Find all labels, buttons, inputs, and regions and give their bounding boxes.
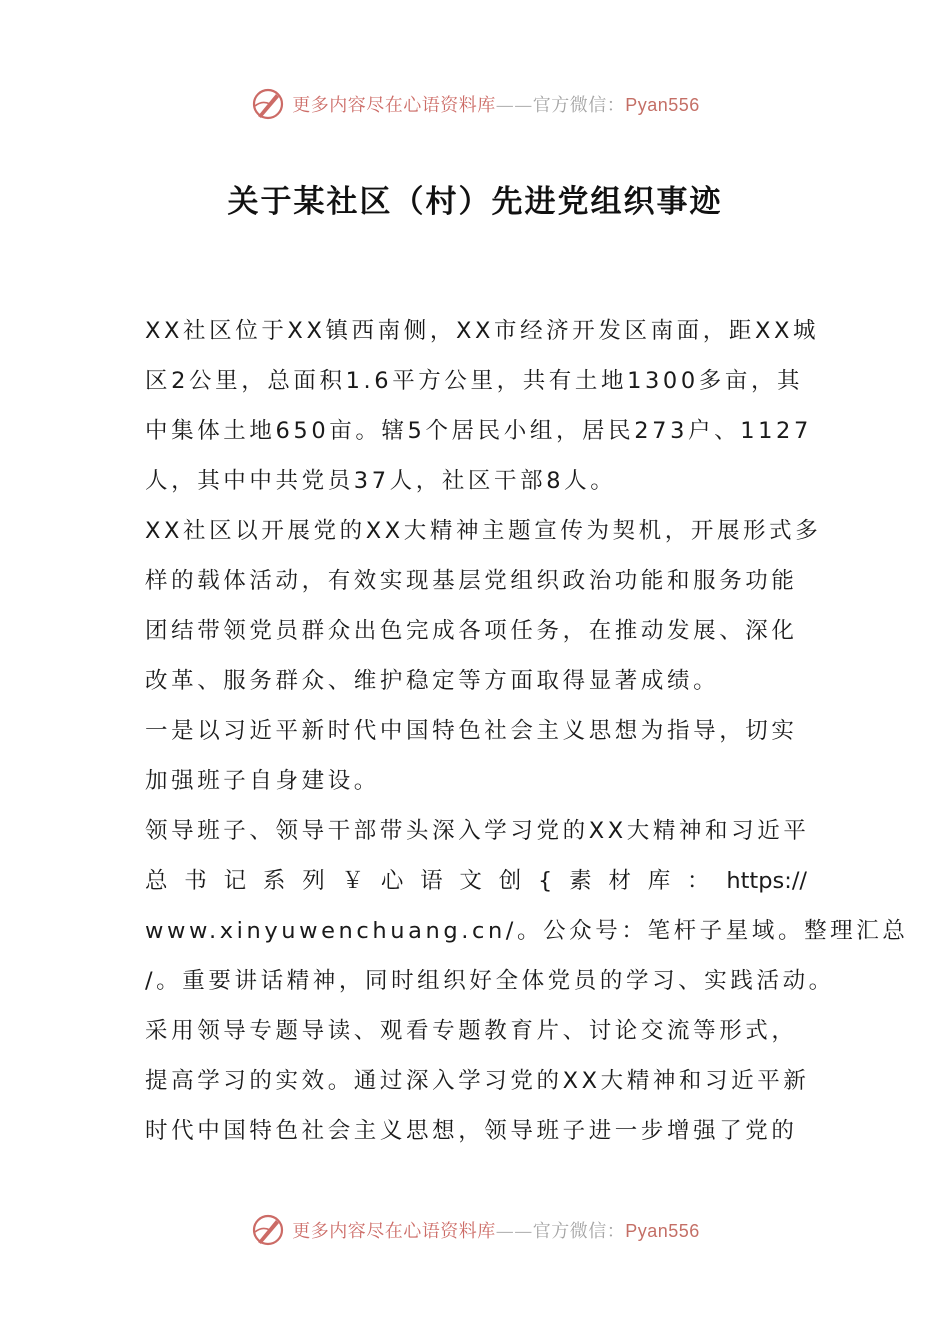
body-line: 区2公里，总面积1.6平方公里，共有土地1300多亩，其 xyxy=(145,368,804,394)
body-line: 采用领导专题导读、观看专题教育片、讨论交流等形式， xyxy=(145,1018,798,1044)
pen-circle-logo-icon xyxy=(250,86,286,122)
body-line: 加强班子自身建设。 xyxy=(145,768,380,794)
body-line: 改革、服务群众、维护稳定等方面取得显著成绩。 xyxy=(145,668,720,694)
body-line: 总书记系列￥心语文创{素材库：https:// xyxy=(145,868,807,894)
header-watermark xyxy=(0,84,950,124)
body-line: 领导班子、领导干部带头深入学习党的XX大精神和习近平 xyxy=(145,818,810,844)
watermark-text: 更多内容尽在心语资料库——官方微信：Pyan556 xyxy=(292,1221,700,1242)
document-body xyxy=(145,306,909,1156)
watermark-text: 更多内容尽在心语资料库——官方微信：Pyan556 xyxy=(292,95,700,116)
footer-watermark xyxy=(0,1210,950,1250)
body-line: 时代中国特色社会主义思想，领导班子进一步增强了党的 xyxy=(145,1118,798,1144)
body-line: 样的载体活动，有效实现基层党组织政治功能和服务功能 xyxy=(145,568,798,594)
body-line: 中集体土地650亩。辖5个居民小组，居民273户、1127 xyxy=(145,418,812,444)
body-line: 人，其中中共党员37人，社区干部8人。 xyxy=(145,468,617,494)
document-title: 关于某社区（村）先进党组织事迹 xyxy=(227,184,723,220)
body-line: www.xinyuwenchuang.cn/。公众号：笔杆子星域。整理汇总 xyxy=(145,918,909,944)
body-line: 一是以习近平新时代中国特色社会主义思想为指导，切实 xyxy=(145,718,798,744)
body-line: 团结带领党员群众出色完成各项任务，在推动发展、深化 xyxy=(145,618,798,644)
body-line: XX社区位于XX镇西南侧，XX市经济开发区南面，距XX城 xyxy=(145,318,820,344)
body-line: 提高学习的实效。通过深入学习党的XX大精神和习近平新 xyxy=(145,1068,810,1094)
body-line: XX社区以开展党的XX大精神主题宣传为契机，开展形式多 xyxy=(145,518,822,544)
body-line: /。重要讲话精神，同时组织好全体党员的学习、实践活动。 xyxy=(145,968,835,994)
pen-circle-logo-icon xyxy=(250,1212,286,1248)
